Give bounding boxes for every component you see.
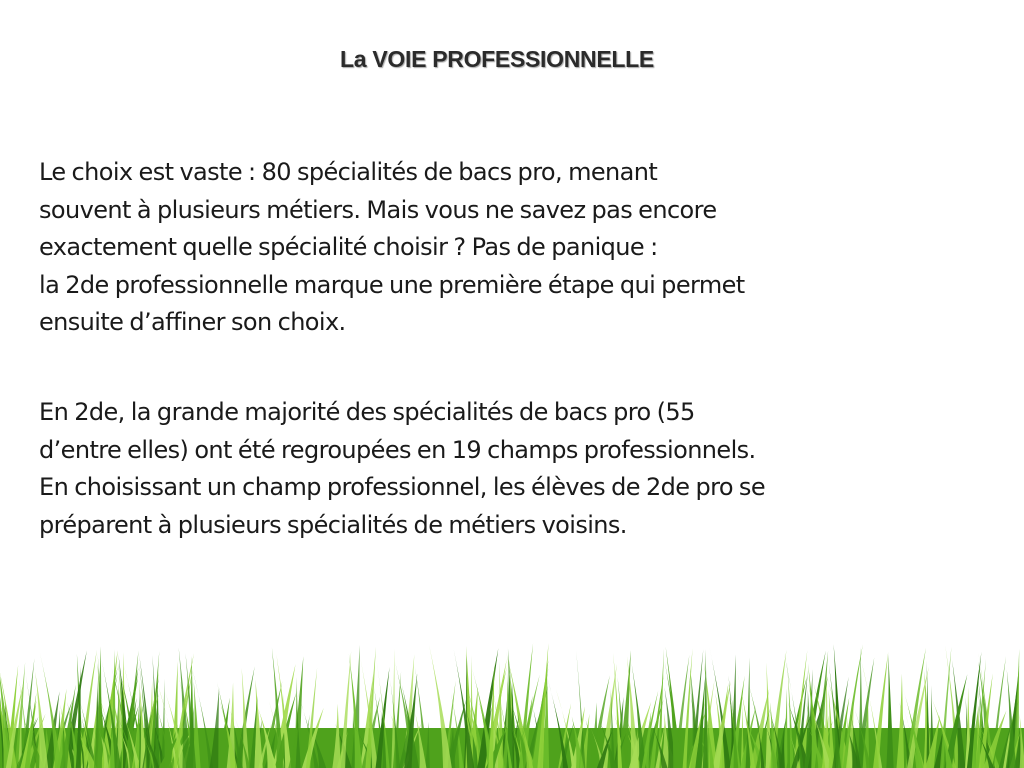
paragraph-line: Le choix est vaste : 80 spécialités de bacs pro, menant [39, 158, 658, 186]
paragraph-line: En choisissant un champ professionnel, les élèves de 2de pro se [39, 473, 766, 501]
paragraph-line: préparent à plusieurs spécialités de métiers voisins. [39, 510, 627, 539]
paragraph-line: ensuite d’affiner son choix. [39, 308, 346, 336]
paragraph-line: exactement quelle spécialité choisir ? Pas de panique : [39, 233, 658, 261]
paragraph-line: souvent à plusieurs métiers. Mais vous ne savez pas encore [39, 195, 717, 224]
grass-blade [886, 653, 893, 768]
grass-blade [766, 663, 772, 768]
paragraph-line: la 2de professionnelle marque une première étape qui permet [39, 270, 745, 299]
paragraph-line: En 2de, la grande majorité des spécialités de bacs pro (55 [39, 398, 695, 426]
paragraph-champs [39, 394, 979, 544]
paragraph-line: d’entre elles) ont été regroupées en 19 champs professionnels. [39, 435, 756, 464]
grass-border [0, 638, 1024, 768]
slide-title: La VOIE PROFESSIONNELLE [340, 46, 654, 72]
paragraph-intro [39, 154, 979, 342]
